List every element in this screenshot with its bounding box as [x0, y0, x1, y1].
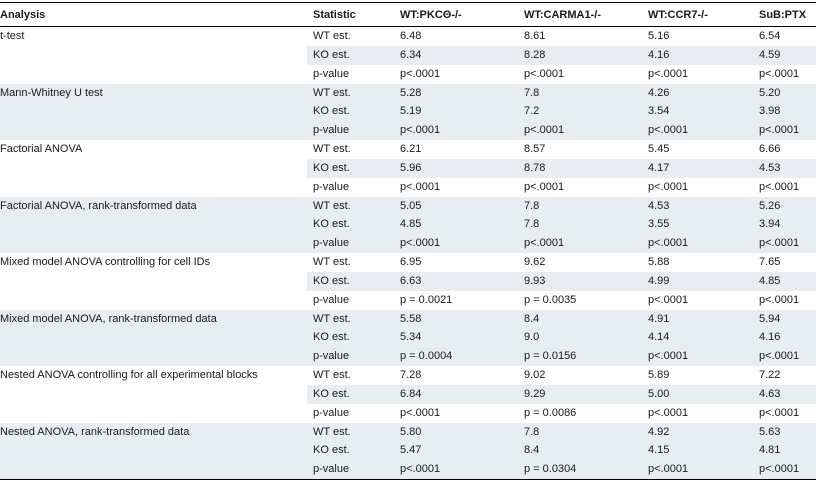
statistic-cell: WT est. [313, 199, 351, 212]
value-cell: 4.26 [648, 86, 670, 99]
value-cell: p<.0001 [759, 293, 800, 306]
value-cell: 5.26 [759, 199, 781, 212]
table-row [0, 234, 816, 253]
value-cell: p<.0001 [524, 180, 565, 193]
analysis-group [0, 253, 816, 310]
value-cell: p<.0001 [524, 237, 565, 250]
value-cell: p<.0001 [400, 67, 441, 80]
value-cell: 6.84 [400, 387, 422, 400]
value-cell: 5.96 [400, 161, 422, 174]
value-cell: p<.0001 [759, 237, 800, 250]
statistic-cell: KO est. [313, 48, 350, 61]
table-row [0, 441, 816, 460]
analysis-group [0, 310, 816, 367]
table-row [0, 197, 816, 216]
value-cell: p<.0001 [400, 463, 441, 476]
value-cell: p<.0001 [759, 350, 800, 363]
value-cell: 6.54 [759, 30, 781, 42]
statistic-cell: KO est. [313, 161, 350, 174]
value-cell: 8.61 [524, 30, 546, 42]
value-cell: 9.29 [524, 387, 546, 400]
value-cell: 6.63 [400, 274, 422, 287]
table-row [0, 347, 816, 366]
value-cell: p = 0.0086 [524, 406, 577, 419]
value-cell: p<.0001 [648, 406, 689, 419]
value-cell: 4.17 [648, 161, 670, 174]
value-cell: 4.85 [759, 274, 781, 287]
analysis-label: Factorial ANOVA, rank-transformed data [0, 199, 197, 212]
value-cell: p<.0001 [400, 237, 441, 250]
statistic-cell: WT est. [313, 312, 351, 325]
analysis-group [0, 140, 816, 197]
value-cell: p<.0001 [648, 463, 689, 476]
value-cell: 4.59 [759, 48, 781, 61]
value-cell: 6.21 [400, 143, 422, 155]
statistic-cell: KO est. [313, 387, 350, 400]
statistic-cell: WT est. [313, 30, 351, 42]
analysis-label: Mann-Whitney U test [0, 86, 103, 99]
value-cell: 5.19 [400, 105, 422, 118]
analysis-group [0, 197, 816, 254]
value-cell: 4.92 [648, 425, 670, 438]
value-cell: p = 0.0304 [524, 463, 577, 476]
value-cell: p<.0001 [648, 67, 689, 80]
value-cell: p<.0001 [648, 293, 689, 306]
value-cell: 7.65 [759, 256, 781, 268]
value-cell: 4.16 [759, 331, 781, 344]
value-cell: 6.95 [400, 256, 422, 268]
statistic-cell: KO est. [313, 274, 350, 287]
value-cell: 5.20 [759, 86, 781, 99]
analysis-label: t-test [0, 30, 25, 42]
table-row [0, 404, 816, 423]
value-cell: 4.63 [759, 387, 781, 400]
analysis-label: Mixed model ANOVA, rank-transformed data [0, 312, 217, 325]
value-cell: 3.94 [759, 218, 781, 231]
analysis-group [0, 423, 816, 480]
value-cell: 5.94 [759, 312, 781, 325]
statistic-cell: KO est. [313, 218, 350, 231]
value-cell: 5.47 [400, 444, 422, 457]
value-cell: 5.28 [400, 86, 422, 99]
value-cell: p = 0.0035 [524, 293, 577, 306]
value-cell: p<.0001 [648, 350, 689, 363]
table-header [0, 3, 816, 26]
table-row [0, 102, 816, 121]
statistic-cell: p-value [313, 463, 350, 476]
statistic-cell: KO est. [313, 105, 350, 118]
table-row [0, 84, 816, 103]
value-cell: 6.66 [759, 143, 781, 155]
value-cell: 4.53 [759, 161, 781, 174]
statistic-cell: p-value [313, 124, 350, 137]
value-cell: p<.0001 [759, 180, 800, 193]
statistic-cell: p-value [313, 180, 350, 193]
value-cell: 8.4 [524, 444, 540, 457]
statistic-cell: KO est. [313, 331, 350, 344]
value-cell: 4.14 [648, 331, 670, 344]
value-cell: p<.0001 [400, 124, 441, 137]
table-row [0, 385, 816, 404]
value-cell: 5.16 [648, 30, 670, 42]
table-row [0, 460, 816, 479]
table-bottom-rule [0, 479, 816, 480]
header-analysis: Analysis [0, 9, 46, 21]
value-cell: 7.22 [759, 369, 781, 381]
value-cell: 4.91 [648, 312, 670, 325]
table-body [0, 27, 816, 479]
table-row [0, 121, 816, 140]
statistic-cell: WT est. [313, 256, 351, 268]
value-cell: p<.0001 [648, 237, 689, 250]
value-cell: 4.53 [648, 199, 670, 212]
statistic-cell: WT est. [313, 425, 351, 438]
value-cell: p<.0001 [648, 180, 689, 193]
table-row [0, 159, 816, 178]
table-row [0, 310, 816, 329]
table-row [0, 178, 816, 197]
value-cell: 4.16 [648, 48, 670, 61]
analysis-label: Mixed model ANOVA controlling for cell IDs [0, 256, 211, 268]
statistic-cell: KO est. [313, 444, 350, 457]
value-cell: 4.81 [759, 444, 781, 457]
statistic-cell: p-value [313, 293, 350, 306]
value-cell: 5.45 [648, 143, 670, 155]
table-row [0, 328, 816, 347]
value-cell: 8.4 [524, 312, 540, 325]
analysis-group [0, 366, 816, 423]
table-row [0, 65, 816, 84]
table-row [0, 215, 816, 234]
header-sub-ptx: SuB:PTX [759, 9, 807, 21]
value-cell: p<.0001 [524, 67, 565, 80]
analysis-group [0, 84, 816, 141]
value-cell: 9.02 [524, 369, 546, 381]
value-cell: 5.80 [400, 425, 422, 438]
value-cell: p<.0001 [759, 124, 800, 137]
value-cell: 4.99 [648, 274, 670, 287]
analysis-label: Nested ANOVA controlling for all experimental blocks [0, 369, 258, 381]
value-cell: 5.05 [400, 199, 422, 212]
table-row [0, 423, 816, 442]
value-cell: 9.62 [524, 256, 546, 268]
value-cell: p<.0001 [759, 67, 800, 80]
statistic-cell: WT est. [313, 86, 351, 99]
value-cell: 5.58 [400, 312, 422, 325]
value-cell: 8.78 [524, 161, 546, 174]
value-cell: 9.0 [524, 331, 540, 344]
statistic-cell: WT est. [313, 143, 351, 155]
value-cell: 7.28 [400, 369, 422, 381]
value-cell: 3.54 [648, 105, 670, 118]
value-cell: p<.0001 [648, 124, 689, 137]
value-cell: p<.0001 [524, 124, 565, 137]
value-cell: 5.88 [648, 256, 670, 268]
value-cell: 3.55 [648, 218, 670, 231]
value-cell: 7.8 [524, 86, 540, 99]
table-row [0, 366, 816, 385]
value-cell: 5.63 [759, 425, 781, 438]
value-cell: p = 0.0156 [524, 350, 577, 363]
table-row [0, 27, 816, 46]
value-cell: 5.00 [648, 387, 670, 400]
value-cell: 7.8 [524, 199, 540, 212]
value-cell: 7.2 [524, 105, 540, 118]
table-row [0, 272, 816, 291]
value-cell: 5.34 [400, 331, 422, 344]
statistic-cell: p-value [313, 237, 350, 250]
header-wt-carma1: WT:CARMA1-/- [524, 9, 601, 21]
value-cell: 8.57 [524, 143, 546, 155]
statistic-cell: p-value [313, 406, 350, 419]
value-cell: p<.0001 [759, 463, 800, 476]
table-row [0, 291, 816, 310]
value-cell: 9.93 [524, 274, 546, 287]
value-cell: 4.15 [648, 444, 670, 457]
analysis-label: Nested ANOVA, rank-transformed data [0, 425, 190, 438]
analysis-group [0, 27, 816, 84]
statistic-cell: WT est. [313, 369, 351, 381]
header-statistic: Statistic [313, 9, 356, 21]
value-cell: 3.98 [759, 105, 781, 118]
table-row [0, 253, 816, 272]
statistic-cell: p-value [313, 350, 350, 363]
value-cell: p<.0001 [759, 406, 800, 419]
value-cell: 6.48 [400, 30, 422, 42]
value-cell: p = 0.0004 [400, 350, 453, 363]
analysis-label: Factorial ANOVA [0, 143, 83, 155]
value-cell: p<.0001 [400, 180, 441, 193]
value-cell: 7.8 [524, 218, 540, 231]
header-wt-ccr7: WT:CCR7-/- [648, 9, 708, 21]
value-cell: p = 0.0021 [400, 293, 453, 306]
table-row [0, 140, 816, 159]
value-cell: 8.28 [524, 48, 546, 61]
value-cell: 4.85 [400, 218, 422, 231]
table-row [0, 46, 816, 65]
statistic-cell: p-value [313, 67, 350, 80]
value-cell: 7.8 [524, 425, 540, 438]
value-cell: p<.0001 [400, 406, 441, 419]
value-cell: 6.34 [400, 48, 422, 61]
header-wt-pkc: WT:PKCΘ-/- [400, 9, 462, 21]
value-cell: 5.89 [648, 369, 670, 381]
